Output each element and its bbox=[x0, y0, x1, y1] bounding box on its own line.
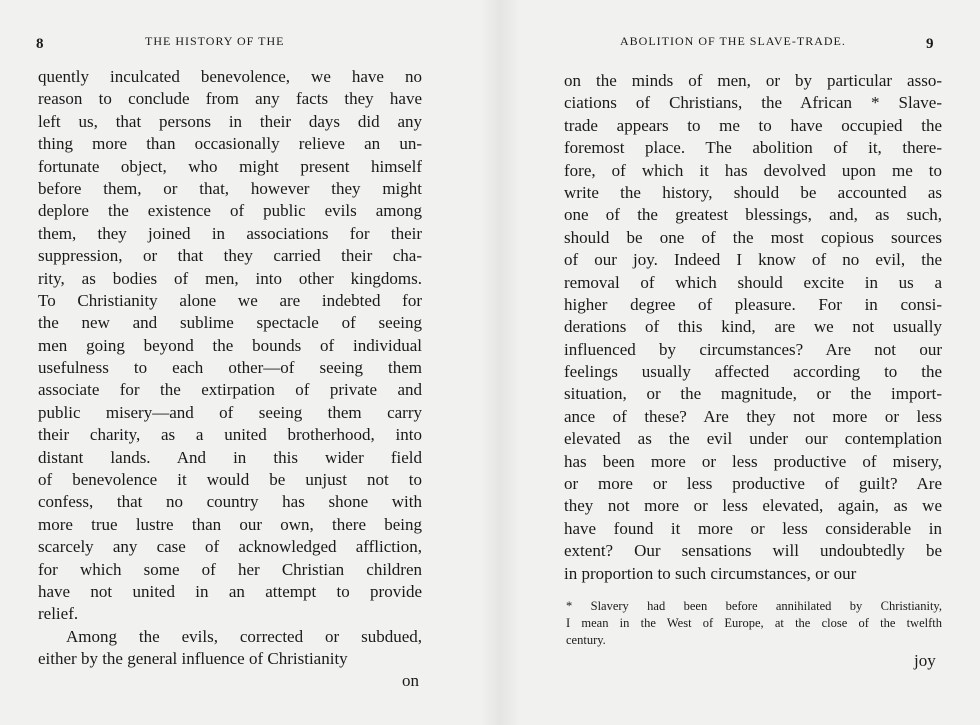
footnote-line: century. bbox=[566, 633, 606, 647]
text-line: have not united in an attempt to provide bbox=[38, 581, 422, 601]
text-line: for which some of her Christian children bbox=[38, 559, 422, 579]
text-line: To Christianity alone we are indebted for bbox=[38, 290, 422, 310]
footnote-line: * Slavery had been before annihilated by Christianity, bbox=[566, 599, 942, 613]
text-line: thing more than occasionally relieve an un- bbox=[38, 134, 422, 154]
text-line: derations of this kind, are we not usually bbox=[564, 317, 942, 337]
running-head-left: THE HISTORY OF THE bbox=[145, 34, 285, 48]
text-line: ance of these? Are they not more or less bbox=[564, 406, 942, 426]
text-line: scarcely any case of acknowledged affliction, bbox=[38, 537, 422, 557]
text-line: before them, or that, however they might bbox=[38, 178, 422, 198]
page-number-right: 9 bbox=[926, 36, 934, 52]
text-line: relief. bbox=[38, 604, 79, 624]
text-line: quently inculcated benevolence, we have no bbox=[38, 67, 422, 86]
text-line: one of the greatest blessings, and, as such, bbox=[564, 205, 942, 225]
text-line: have found it more or less considerable in bbox=[564, 518, 942, 538]
text-line: suppression, or that they carried their cha- bbox=[38, 246, 422, 266]
text-line: them, they joined in associations for their bbox=[38, 223, 422, 243]
text-line: of our joy. Indeed I know of no evil, the bbox=[564, 250, 942, 270]
text-line: fore, of which it has devolved upon me to bbox=[564, 160, 942, 180]
text-line: write the history, should be accounted as bbox=[564, 182, 942, 202]
text-line: associate for the extirpation of private and bbox=[38, 380, 422, 400]
text-line: reason to conclude from any facts they have bbox=[38, 89, 422, 109]
text-line: ciations of Christians, the African * Slave- bbox=[564, 93, 942, 113]
text-line: trade appears to me to have occupied the bbox=[564, 115, 942, 135]
text-line: either by the general influence of Christianity bbox=[38, 649, 348, 669]
text-line: public misery—and of seeing them carry bbox=[38, 402, 422, 422]
text-line: removal of which should excite in us a bbox=[564, 272, 942, 292]
text-line: of benevolence it would be unjust not to bbox=[38, 470, 422, 490]
text-line: foremost place. The abolition of it, there- bbox=[564, 138, 942, 158]
footnote-line: I mean in the West of Europe, at the close of the twelfth bbox=[566, 616, 942, 630]
text-line: their charity, as a united brotherhood, into bbox=[38, 425, 422, 445]
text-line: should be one of the most copious sources bbox=[564, 227, 942, 247]
text-line: situation, or the magnitude, or the import- bbox=[564, 384, 942, 404]
page-number-left: 8 bbox=[36, 36, 44, 52]
text-line: or more or less productive of guilt? Are bbox=[564, 474, 942, 494]
text-line: the new and sublime spectacle of seeing bbox=[38, 313, 422, 333]
text-line: in proportion to such circumstances, or our bbox=[564, 563, 857, 583]
catchword-right: joy bbox=[914, 651, 936, 670]
text-line: higher degree of pleasure. For in consi- bbox=[564, 294, 942, 314]
right-page bbox=[490, 0, 980, 725]
text-line: rity, as bodies of men, into other kingdoms. bbox=[38, 268, 422, 288]
text-line: on the minds of men, or by particular asso- bbox=[564, 71, 942, 90]
text-line: deplore the existence of public evils among bbox=[38, 201, 422, 221]
text-line: Among the evils, corrected or subdued, bbox=[66, 626, 422, 646]
text-line: fortunate object, who might present himself bbox=[38, 156, 422, 176]
running-head-right: ABOLITION OF THE SLAVE-TRADE. bbox=[620, 34, 846, 48]
text-line: has been more or less productive of misery, bbox=[564, 451, 942, 471]
text-line: feelings usually affected according to the bbox=[564, 362, 942, 382]
text-line: influenced by circumstances? Are not our bbox=[564, 339, 942, 359]
text-line: extent? Our sensations will undoubtedly be bbox=[564, 541, 942, 561]
text-line: distant lands. And in this wider field bbox=[38, 447, 422, 467]
text-line: elevated as the evil under our contemplation bbox=[564, 429, 942, 449]
right-page-body bbox=[564, 70, 942, 585]
text-line: they not more or less elevated, again, as we bbox=[564, 496, 942, 516]
text-line: left us, that persons in their days did any bbox=[38, 111, 422, 131]
left-page-body bbox=[38, 66, 422, 671]
footnote bbox=[566, 598, 942, 649]
text-line: men going beyond the bounds of individual bbox=[38, 335, 422, 355]
catchword-left: on bbox=[402, 671, 419, 690]
text-line: more true lustre than our own, there being bbox=[38, 514, 422, 534]
text-line: usefulness to each other—of seeing them bbox=[38, 358, 422, 378]
text-line: confess, that no country has shone with bbox=[38, 492, 422, 512]
